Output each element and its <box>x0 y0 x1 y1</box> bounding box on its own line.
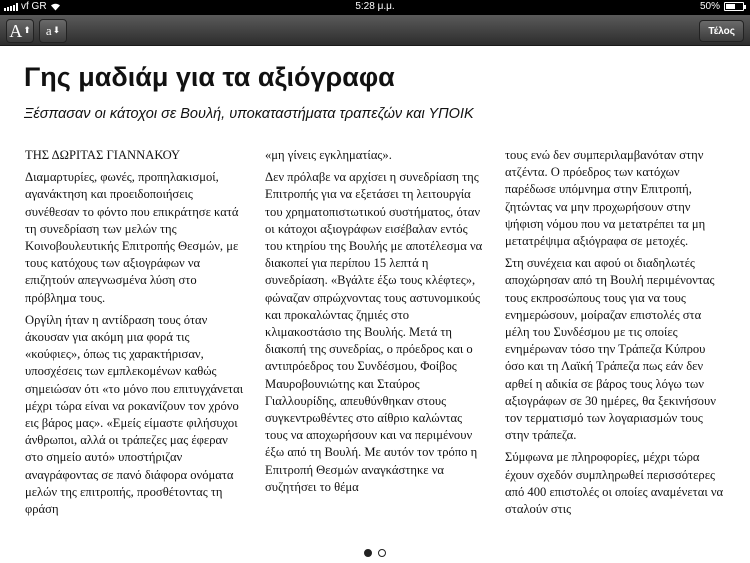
article-column-1 <box>25 147 247 523</box>
battery-icon <box>724 2 744 11</box>
article-column-2 <box>265 147 487 501</box>
status-time: 5:28 μ.μ. <box>355 1 395 12</box>
paragraph: «μη γίνεις εγκληματίας». <box>265 148 392 162</box>
paragraph: Σύμφωνα με πληροφορίες, μέχρι τώρα έχουν σχεδόν συμπληρωθεί περισσότερες από 400 επιστολές οι οποίες αναμένεται να σταλούν στις <box>505 450 724 517</box>
page-indicator[interactable] <box>0 549 750 557</box>
reader-toolbar <box>0 15 750 46</box>
font-small-icon: a <box>45 23 52 38</box>
font-large-icon: A <box>9 20 23 41</box>
paragraph: Στη συνέχεια και αφού οι διαδηλωτές αποχώρησαν από τη Βουλή περιμένοντας τους εκπροσώπους τους για να τους ενημερώσουν, μοίραζαν επιστολές στα μέλη του Συνδέσμου με τις οποίες ενημέρωναν τόσο την Τράπεζα Κύπρου όσο και τη Λαϊκή Τράπεζα πως εάν δεν αρθεί η αδικία σε βάρος τους λόγω των αξιογράφων σε 30 ημέρες, θα ξεκινήσουν τον τερματισμό των λογαριασμών τους στην τράπεζα. <box>505 256 716 443</box>
arrow-down-icon: ⬇ <box>52 26 61 36</box>
page-dot[interactable] <box>364 549 372 557</box>
article-subtitle: Ξέσπασαν οι κάτοχοι σε Βουλή, υποκαταστήματα τραπεζών και ΥΠΟΙΚ <box>24 106 474 122</box>
byline: ΤΗΣ ΔΩΡΙΤΑΣ ΓΙΑΝΝΑΚΟΥ <box>25 148 181 162</box>
status-right <box>700 1 744 12</box>
paragraph: Διαμαρτυρίες, φωνές, προπηλακισμοί, αγανάκτηση και προειδοποιήσεις συνέθεσαν το φόντο που επικράτησε κατά τη συνεδρίαση των μελών της Κοινοβουλευτικής Επιτροπής Θεσμών, με τους κατόχους των αξιογράφων να επιζητούν απεγνωσμένα λύση στο πρόβλημα τους. <box>25 170 239 305</box>
paragraph: τους ενώ δεν συμπεριλαμβανόταν στην ατζέντα. Ο πρόεδρος των κατόχων παρέδωσε υπόμνημα στην Επιτροπή, ζητώντας να μην προχωρήσουν στην ψήφιση νόμου που να μετατρέπει τα μη μετατρέψιμα αξιόγραφα σε μετοχές. <box>505 148 706 249</box>
carrier-name: vf GR <box>21 1 47 12</box>
decrease-font-button[interactable] <box>39 19 67 43</box>
paragraph: Οργίλη ήταν η αντίδραση τους όταν άκουσαν για ακόμη μια φορά τις «κούφιες», όπως τις χαρακτήρισαν, υποσχέσεις των εμπλεκομένων καθώς σημειώσαν ότι «το μόνο που επιτυγχάνεται μέχρι τώρα είναι να ροκανίζουν τον χρόνο εις βάρος μας». «Εμείς είμαστε φιλήσυχοι άνθρωποι, αλλά οι τράπεζες μας έφεραν στο σημείο αυτό» υποστήριζαν αναγράφοντας σε πανό διάφορα ονόματα μελών της επιτροπής, προσθέτοντας τη φράση <box>25 312 244 517</box>
page-dot[interactable] <box>378 549 386 557</box>
article-title: Γης μαδιάμ για τα αξιόγραφα <box>24 62 395 92</box>
done-button[interactable]: Τέλος <box>699 20 744 42</box>
status-bar <box>0 0 750 15</box>
paragraph: Δεν πρόλαβε να αρχίσει η συνεδρίαση της Επιτροπής για να εξετάσει τη λειτουργία του χρηματοπιστωτικού συστήματος, όταν οι κάτοχοι αξιογράφων εισέβαλαν εντός του κτηρίου της Βουλής με αποτέλεσμα να διακοπεί για περίπου 15 λεπτά η συνεδρίαση. «Βγάλτε έξω τους κλέφτες», φώναζαν σπρώχνοντας τους αστυνομικούς και προκαλώντας ζημιές στο κλιμακοστάσιο της Βουλής. Μετά τη διακοπή της συνεδρίας, ο πρόεδρος και ο αντιπρόεδρος του Συνδέσμου, Φοίβος Μαυροβουνιώτης και Σταύρος Γιαλλουρίδης, απευθύνθηκαν στους συγκεντρωθέντες στο αίθριο καλώντας τους να αποχωρήσουν και να περιμένουν έξω από τη Βουλή. Με αυτόν τον τρόπο η Επιτροπή Θεσμών αναγκάστηκε να συζητήσει το θέμα <box>265 170 483 494</box>
article-column-3 <box>505 147 727 523</box>
arrow-up-icon: ⬆ <box>23 26 31 36</box>
increase-font-button[interactable] <box>6 19 34 43</box>
battery-percent: 50% <box>699 1 720 12</box>
